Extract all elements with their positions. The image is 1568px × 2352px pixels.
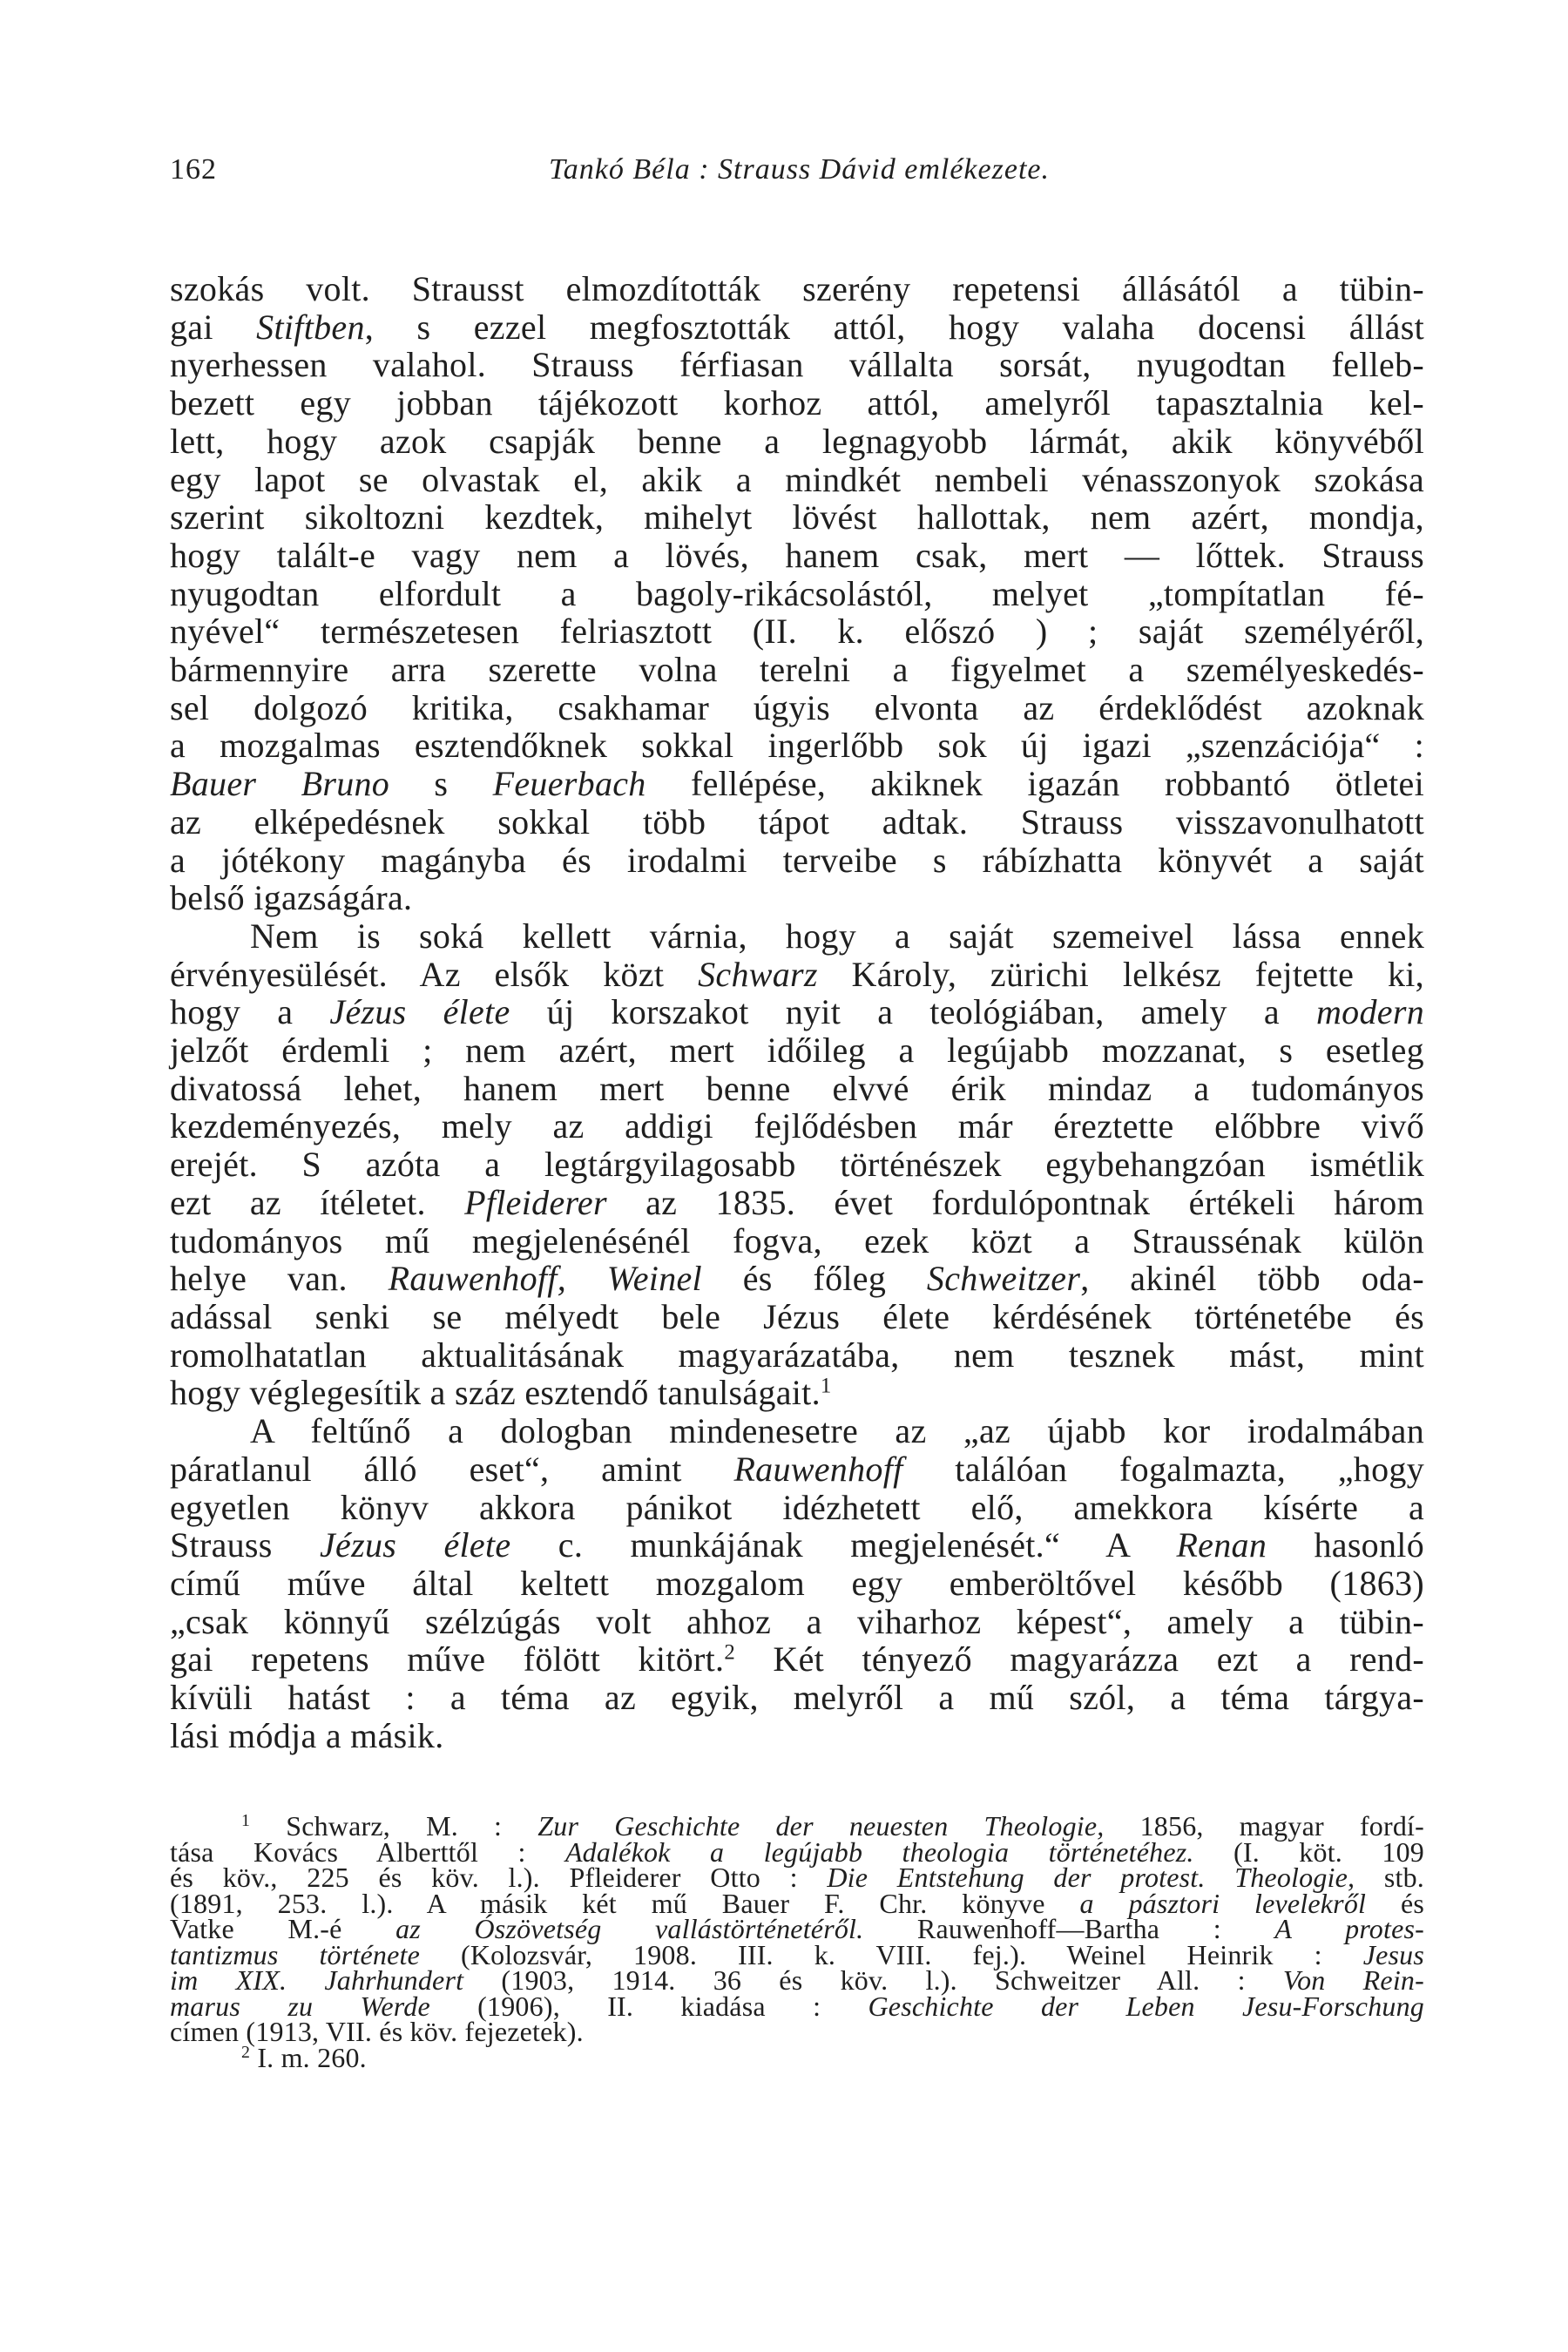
running-title: Tankó Béla : Strauss Dávid emlékezete.: [549, 153, 1050, 186]
page-header: [170, 146, 1429, 199]
italic-text: Schwarz: [698, 954, 818, 994]
italic-text: Zur Geschichte der neuesten Theologie,: [537, 1810, 1105, 1842]
italic-text: im XIX. Jahrhundert: [170, 1964, 464, 1996]
text-line: divatossá lehet, hanem mert benne elvvé érik mindaz a tudományos: [170, 1068, 1424, 1108]
italic-text: Jesus: [1362, 1938, 1424, 1970]
italic-text: modern: [1316, 992, 1425, 1032]
italic-text: tantizmus története: [170, 1938, 420, 1970]
text-line: lett, hogy azok csapják benne a legnagyobb lármát, akik könyvéből: [170, 421, 1424, 461]
italic-text: Jézus élete: [320, 1525, 511, 1565]
main-text: [170, 270, 1424, 1754]
text-line: nyerhessen valahol. Strauss férfiasan vállalta sorsát, nyugodtan felleb-: [170, 345, 1424, 385]
text-line: páratlanul álló eset“, amint Rauwenhoff találóan fogalmazta, „hogy: [170, 1449, 1425, 1489]
footnote-line: Vatke M.-é az Ószövetség vallástörténetéről. Rauwenhoff—Bartha : A protes-: [170, 1913, 1424, 1944]
text-line: című műve által keltett mozgalom egy emberöltővel később (1863): [170, 1563, 1424, 1603]
text-line: Bauer Bruno s Feuerbach fellépése, akiknek igazán robbantó ötletei: [170, 764, 1424, 804]
italic-text: Renan: [1176, 1525, 1267, 1565]
paragraph-2: [170, 917, 1424, 1412]
text-line: ezt az ítéletet. Pfleiderer az 1835. évet fordulópontnak értékeli három: [170, 1182, 1424, 1222]
text-line: adással senki se mélyedt bele Jézus élete kérdésének történetébe és: [170, 1296, 1424, 1336]
text-line: Nem is soká kellett várnia, hogy a saját szemeivel lássa ennek: [250, 916, 1424, 956]
text-line: szokás volt. Strausst elmozdították szerény repetensi állásától a tübin-: [170, 269, 1424, 308]
text-line: az elképedésnek sokkal több tápot adtak. Strauss visszavonulhatott: [170, 801, 1424, 841]
italic-text: Bauer Bruno: [170, 764, 390, 804]
page-number: 162: [170, 153, 217, 186]
italic-text: Geschichte der Leben Jesu-Forschung: [868, 1990, 1424, 2022]
text-line: gai Stiftben, s ezzel megfosztották attól, hogy valaha docensi állást: [170, 307, 1424, 347]
text-line: tudományos mű megjelenésénél fogva, ezek közt a Straussénak külön: [170, 1220, 1424, 1260]
text-line: erejét. S azóta a legtárgyilagosabb történészek egybehangzóan ismétlik: [170, 1145, 1424, 1185]
italic-text: Rauwenhoff: [733, 1449, 903, 1489]
footnote-line: $^2$ I. m. 260.: [241, 2041, 367, 2073]
text-line: hogy véglegesítik a száz esztendő tanulságait.$^1$: [170, 1373, 832, 1413]
text-line: hogy a Jézus élete új korszakot nyit a teológiában, amely a modern: [170, 992, 1425, 1032]
italic-text: a pásztori levelekről: [1079, 1887, 1367, 1919]
footnote-line: tása Kovács Alberttől : Adalékok a legújabb theologia történetéhez. (I. köt. 109: [170, 1835, 1424, 1868]
text-line: a jótékony magányba és irodalmi terveibe s rábízhatta könyvét a saját: [170, 840, 1424, 880]
italic-text: Rauwenhoff, Weinel: [388, 1259, 702, 1299]
footnote-line: címen (1913, VII. és köv. fejezetek).: [170, 2016, 584, 2047]
text-line: bezett egy jobban tájékozott korhoz attól, amelyről tapasztalnia kel-: [170, 383, 1424, 423]
text-line: A feltűnő a dologban mindenesetre az „az újabb kor irodalmában: [250, 1411, 1424, 1451]
footnote-line: im XIX. Jahrhundert (1903, 1914. 36 és köv. l.). Schweitzer All. : Von Rein-: [170, 1964, 1424, 1996]
text-line: Strauss Jézus élete c. munkájának megjelenését.“ A Renan hasonló: [170, 1525, 1424, 1565]
footnote-line: tantizmus története (Kolozsvár, 1908. III. k. VIII. fej.). Weinel Heinrik : Jesus: [170, 1938, 1424, 1970]
paragraph-1: [170, 270, 1424, 917]
text-line: romolhatatlan aktualitásának magyarázatába, nem tesznek mást, mint: [170, 1335, 1424, 1375]
italic-text: Die Entstehung der protest. Theologie,: [827, 1862, 1355, 1893]
footnote-line: (1891, 253. l.). A másik két mű Bauer F. Chr. könyve a pásztori levelekről és: [170, 1887, 1424, 1919]
italic-text: Von Rein-: [1282, 1964, 1424, 1996]
footnote-ref: 1: [241, 1811, 251, 1831]
text-line: egy lapot se olvastak el, akik a mindkét nembeli vénasszonyok szokása: [170, 459, 1424, 499]
text-line: nyével“ természetesen felriasztott (II. k. előszó ) ; saját személyéről,: [170, 612, 1424, 652]
italic-text: A protes-: [1274, 1913, 1424, 1944]
text-line: kezdeményezés, mely az addigi fejlődésben már éreztette előbbre vivő: [170, 1106, 1424, 1146]
italic-text: az Ószövetség vallástörténetéről.: [395, 1913, 864, 1944]
text-line: jelzőt érdemli ; nem azért, mert időileg a legújabb mozzanat, s esetleg: [170, 1031, 1424, 1071]
text-line: bármennyire arra szerette volna terelni a figyelmet a személyeskedés-: [170, 650, 1424, 690]
italic-text: marus zu Werde: [170, 1990, 430, 2022]
text-line: sel dolgozó kritika, csakhamar úgyis elvonta az érdeklődést azoknak: [170, 687, 1424, 727]
footnote-ref: 1: [820, 1374, 832, 1398]
text-line: a mozgalmas esztendőknek sokkal ingerlőbb sok új igazi „szenzációja“ :: [170, 726, 1424, 766]
footnote-1: [170, 1810, 1425, 2047]
footnote-line: $^1$ Schwarz, M. : Zur Geschichte der neuesten Theologie, 1856, magyar fordí-: [241, 1810, 1425, 1842]
text-line: egyetlen könyv akkora pánikot idézhetett elő, amekkora kísérte a: [170, 1487, 1424, 1527]
text-line: szerint sikoltozni kezdtek, mihelyt lövést hallottak, nem azért, mondja,: [170, 497, 1424, 537]
footnote-line: marus zu Werde (1906), II. kiadása : Geschichte der Leben Jesu-Forschung: [170, 1990, 1424, 2022]
text-line: érvényesülését. Az elsők közt Schwarz Károly, zürichi lelkész fejtette ki,: [170, 954, 1424, 994]
italic-text: Feuerbach: [492, 764, 646, 804]
italic-text: Jézus élete: [329, 992, 510, 1032]
text-line: „csak könnyű szélzúgás volt ahhoz a viharhoz képest“, amely a tübin-: [170, 1601, 1424, 1641]
paragraph-3: [170, 1412, 1424, 1754]
footnote-ref: 2: [724, 1640, 736, 1665]
footnotes: [170, 1810, 1425, 2073]
text-line: kívüli hatást : a téma az egyik, melyről a mű szól, a téma tárgya-: [170, 1678, 1424, 1718]
italic-text: Pfleiderer: [464, 1182, 607, 1222]
text-line: lási módja a másik.: [170, 1715, 444, 1755]
footnote-line: és köv., 225 és köv. l.). Pfleiderer Otto : Die Entstehung der protest. Theologie, stb.: [170, 1862, 1424, 1893]
footnote-ref: 2: [241, 2042, 251, 2062]
italic-text: Schweitzer: [926, 1259, 1081, 1299]
text-line: gai repetens műve fölött kitört.$^2$ Két tényező magyarázza ezt a rend-: [170, 1639, 1424, 1680]
italic-text: Adalékok a legújabb theologia történetéhez.: [564, 1835, 1194, 1868]
text-line: belső igazságára.: [170, 878, 413, 918]
text-line: nyugodtan elfordult a bagoly-rikácsolástól, melyet „tompítatlan fé-: [170, 573, 1424, 613]
text-line: helye van. Rauwenhoff, Weinel és főleg Schweitzer, akinél több oda-: [170, 1259, 1424, 1299]
italic-text: Stiftben: [256, 307, 365, 347]
text-line: hogy talált-e vagy nem a lövés, hanem csak, mert — lőttek. Strauss: [170, 535, 1424, 575]
footnote-2: [170, 2041, 1424, 2073]
